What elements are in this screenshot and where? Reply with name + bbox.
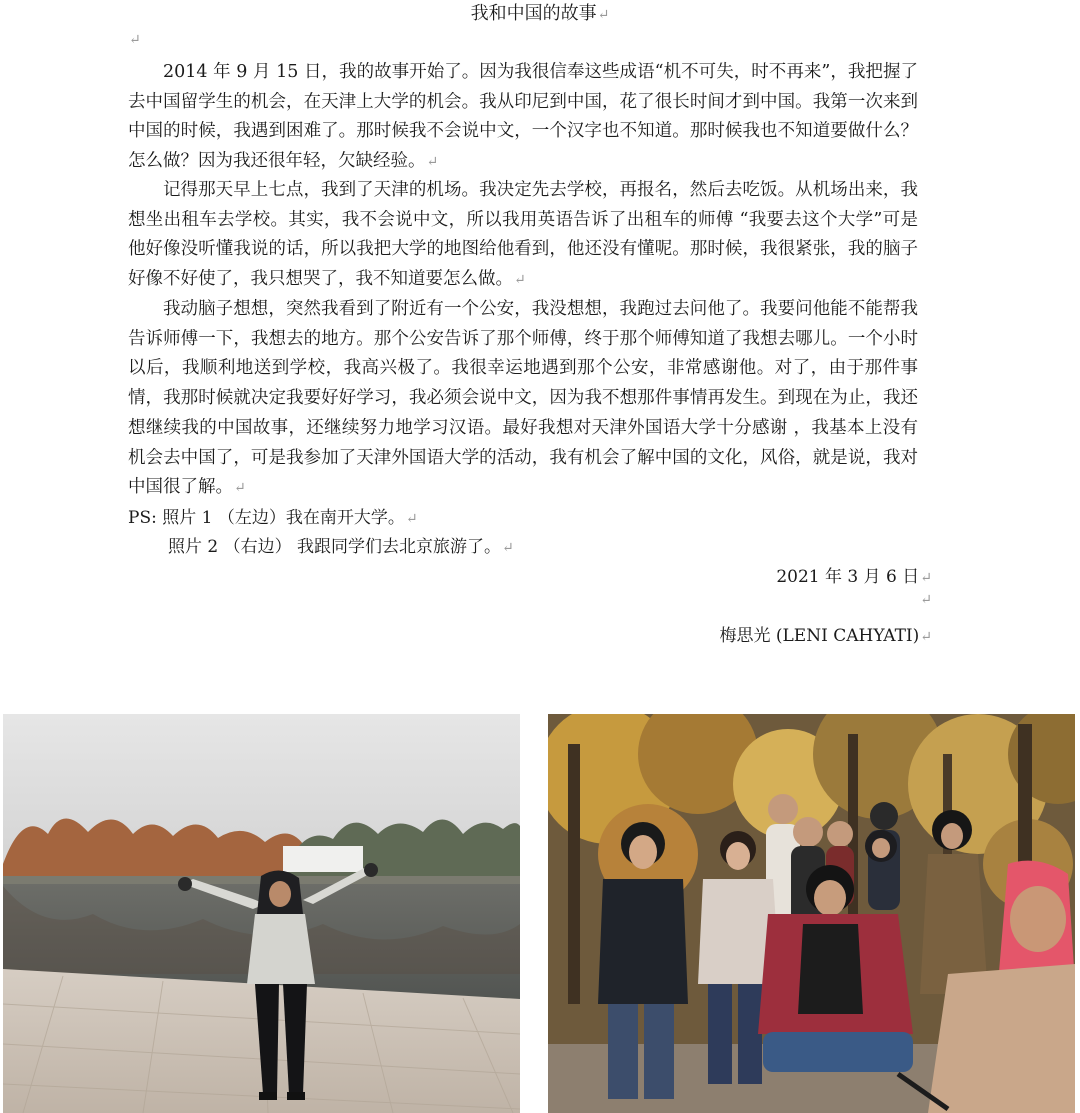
paragraph-mark-icon: ↵ <box>234 480 246 497</box>
paragraph-mark-icon: ↵ <box>405 511 418 527</box>
paragraph-1: 2014 年 9 月 15 日，我的故事开始了。因为我很信奉这些成语“机不可失，时不再来”，我把握了去中国留学生的机会，在天津上大学的机会。我从印尼到中国，花了很长时间才到中国。我第一次来到中国的时候，我遇到困难了。那时候我不会说中文，一个汉字也不知道。那时候我也不知道要做什么？怎么做？因为我还很年轻，欠缺经验。↵ <box>128 62 918 172</box>
author-signature: 梅思光 (LENI CAHYATI)↵ <box>719 626 932 646</box>
paragraph-mark-icon: ↵ <box>597 7 610 23</box>
paragraph-mark-icon: ↵ <box>502 540 514 556</box>
ps-line-1: PS: 照片 1 （左边）我在南开大学。↵ <box>128 508 418 528</box>
ps-line-2: 照片 2 （右边） 我跟同学们去北京旅游了。↵ <box>168 537 514 557</box>
paragraph-mark-icon: ↵ <box>514 272 526 289</box>
lake-photo-image <box>3 714 520 1113</box>
paragraph-3: 我动脑子想想，突然我看到了附近有一个公安，我没想想，我跑过去问他了。我要问他能不能帮我告诉师傅一下，我想去的地方。那个公安告诉了那个师傅，终于那个师傅知道了我想去哪儿。一个小时以后，我顺利地送到学校，我高兴极了。我很幸运地遇到那个公安，非常感谢他。对了，由于那件事情，我那时候就决定我要好好学习，我必须会说中文，因为我不想那件事情再发生。到现在为止，我还想继续我的中国故事，还继续努力地学习汉语。最好我想对天津外国语大学十分感谢 ，我基本上没有机会去中国了，可是我参加了天津外国语大学的活动，我有机会了解中国的文化，风俗，就是说，我对中国很了解。↵ <box>128 299 918 498</box>
document-title <box>0 2 1080 27</box>
paragraph-2: 记得那天早上七点，我到了天津的机场。我决定先去学校，再报名，然后去吃饭。从机场出来，我想坐出租车去学校。其实，我不会说中文，所以我用英语告诉了出租车的师傅 “我要去这个大学”可是他好像没听懂我说的话，所以我把大学的地图给他看到，他还没有懂呢。那时候，我很紧张，我的脑子好像不好使了，我只想哭了，我不知道要怎么做。↵ <box>128 180 918 290</box>
paragraph-mark-icon: ↵ <box>920 629 932 645</box>
title-text: 我和中国的故事 <box>470 3 597 24</box>
paragraph-mark-icon: ↵ <box>920 570 932 586</box>
paragraph-mark-icon: ↵ <box>426 154 439 171</box>
photo-1-person-by-lake <box>3 714 520 1113</box>
document-date: 2021 年 3 月 6 日↵ <box>776 567 932 587</box>
group-photo-image <box>548 714 1075 1113</box>
photo-2-group-selfie <box>548 714 1075 1113</box>
empty-paragraph-mark-icon: ↵ <box>129 32 141 48</box>
empty-paragraph-mark-icon: ↵ <box>920 592 932 608</box>
